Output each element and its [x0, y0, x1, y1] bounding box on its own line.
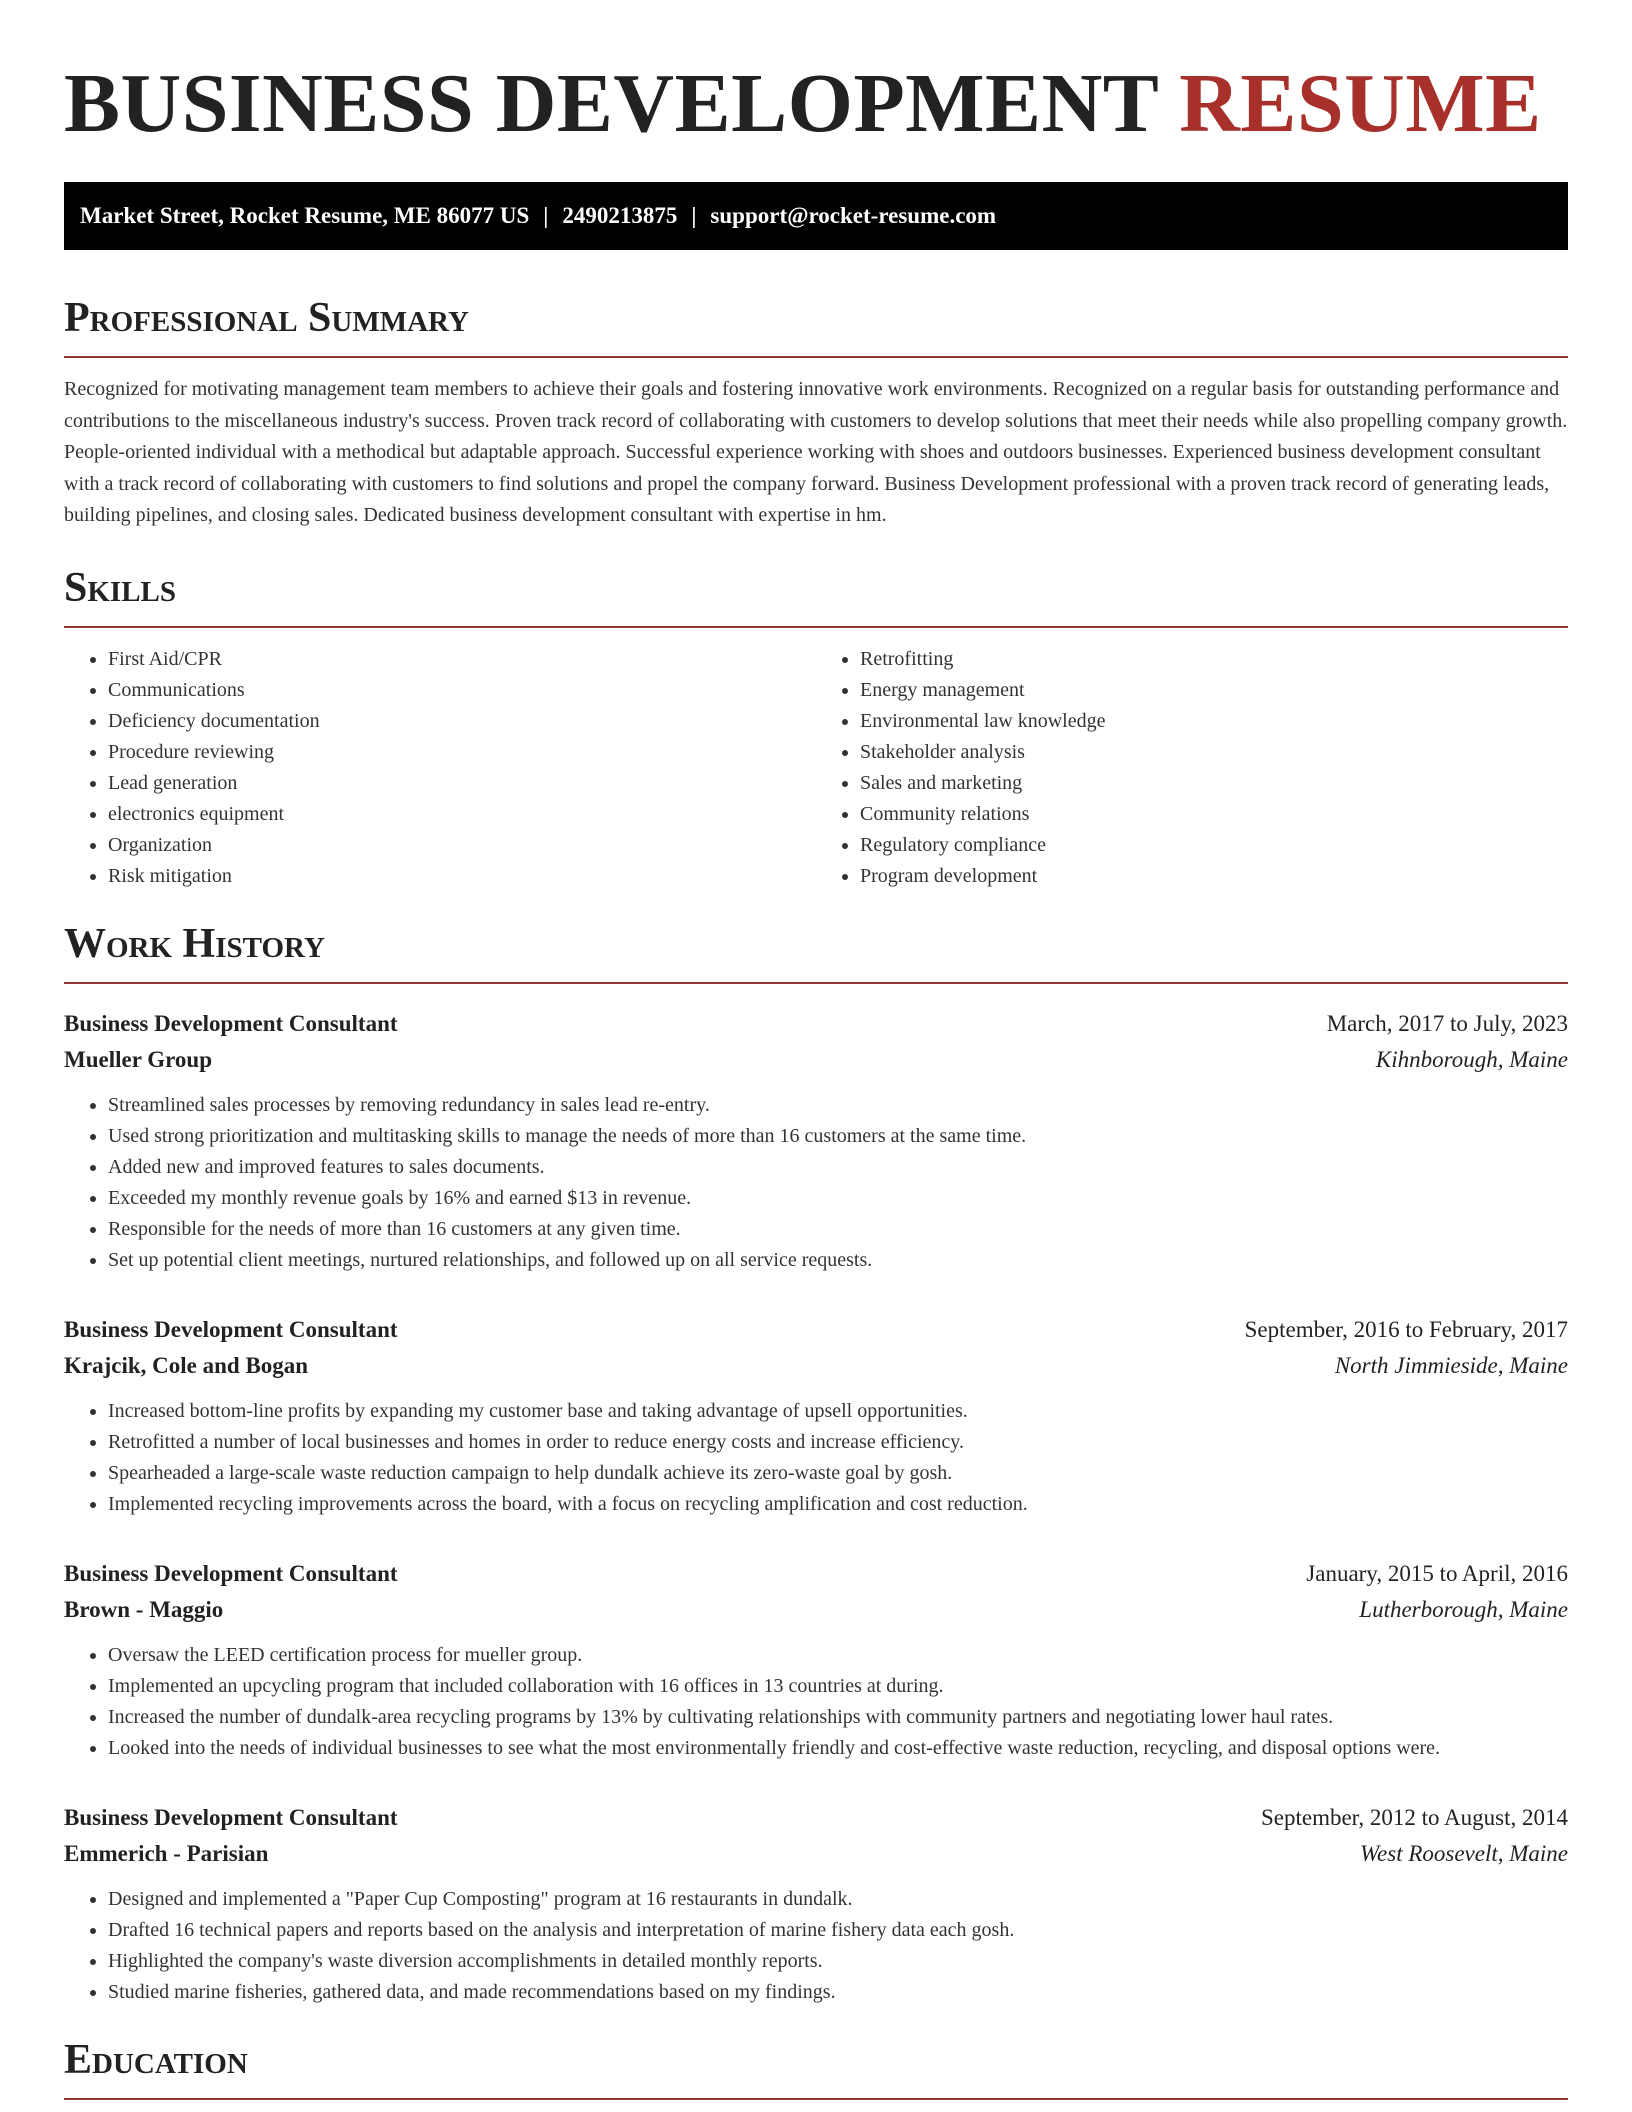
contact-separator: | — [543, 203, 549, 228]
job-title: Business Development Consultant — [64, 1010, 398, 1036]
job-entry — [64, 1800, 1568, 2008]
job-company: Brown - Maggio — [64, 1596, 224, 1622]
job-header — [64, 1312, 1568, 1348]
job-dates: January, 2015 to April, 2016 — [1306, 1560, 1568, 1586]
skill-item: • Organization — [108, 830, 816, 861]
skill-item: • Retrofitting — [860, 644, 1568, 675]
job-bullets — [64, 1640, 1568, 1764]
job-title: Business Development Consultant — [64, 1560, 398, 1586]
resume-title — [64, 58, 1568, 150]
skill-item: • Sales and marketing — [860, 768, 1568, 799]
skills-heading: Skills — [64, 564, 177, 611]
contact-separator: | — [691, 203, 697, 228]
job-subheader — [64, 1348, 1568, 1384]
section-divider — [64, 356, 1568, 358]
job-bullet: • Streamlined sales processes by removing redundancy in sales lead re-entry. — [108, 1090, 1568, 1121]
job-entry — [64, 1556, 1568, 1764]
skill-item: • Deficiency documentation — [108, 706, 816, 737]
skill-item: • Procedure reviewing — [108, 737, 816, 768]
job-header — [64, 1556, 1568, 1592]
job-bullets — [64, 1090, 1568, 1276]
job-location: Lutherborough, Maine — [1359, 1596, 1568, 1622]
job-bullet: • Used strong prioritization and multitasking skills to manage the needs of more than 16 customers at the same time. — [108, 1121, 1568, 1152]
job-subheader — [64, 1042, 1568, 1078]
contact-address: Market Street, Rocket Resume, ME 86077 US — [80, 203, 530, 228]
job-bullet: • Oversaw the LEED certification process for mueller group. — [108, 1640, 1568, 1671]
job-bullet: • Exceeded my monthly revenue goals by 16% and earned $13 in revenue. — [108, 1183, 1568, 1214]
job-bullets — [64, 1396, 1568, 1520]
job-header — [64, 1006, 1568, 1042]
job-bullet: • Studied marine fisheries, gathered data, and made recommendations based on my findings. — [108, 1977, 1568, 2008]
skill-item: • Communications — [108, 675, 816, 706]
job-subheader — [64, 1592, 1568, 1628]
job-bullet: • Increased the number of dundalk-area recycling programs by 13% by cultivating relationships with community partners and negotiating lower haul rates. — [108, 1702, 1568, 1733]
job-bullet: • Highlighted the company's waste diversion accomplishments in detailed monthly reports. — [108, 1946, 1568, 1977]
skill-item: • Energy management — [860, 675, 1568, 706]
job-location: West Roosevelt, Maine — [1359, 1840, 1568, 1866]
skills-list-right — [816, 644, 1568, 892]
skills-columns — [64, 644, 1568, 892]
contact-bar — [64, 182, 1568, 250]
title-accent: RESUME — [1179, 57, 1542, 150]
title-main: BUSINESS DEVELOPMENT — [64, 57, 1158, 150]
summary-text: Recognized for motivating management team members to achieve their goals and fostering innovative work environments. Recognized on a regular basis for outstanding performance and contributions to the miscellaneous industry's success. Proven track record of collaborating with customers to develop solutions that meet their needs while also propelling company growth. People-oriented individual with a methodical but adaptable approach. Successful experience working with shoes and outdoors businesses. Experienced business development consultant with a track record of collaborating with customers to find solutions and propel the company forward. Business Development professional with a proven track record of generating leads, building pipelines, and closing sales. Dedicated business development consultant with expertise in hm. — [64, 378, 1568, 526]
skills-list-left — [64, 644, 816, 892]
summary-heading: Professional Summary — [64, 295, 469, 341]
skill-item: • Community relations — [860, 799, 1568, 830]
job-location: Kihnborough, Maine — [1375, 1046, 1568, 1072]
job-entry — [64, 1006, 1568, 1276]
job-company: Emmerich - Parisian — [64, 1840, 269, 1866]
job-company: Mueller Group — [64, 1046, 213, 1072]
job-subheader — [64, 1836, 1568, 1872]
skill-item: • electronics equipment — [108, 799, 816, 830]
job-bullet: • Responsible for the needs of more than 16 customers at any given time. — [108, 1214, 1568, 1245]
section-divider — [64, 626, 1568, 628]
job-bullets — [64, 1884, 1568, 2008]
section-divider — [64, 982, 1568, 984]
job-bullet: • Designed and implemented a "Paper Cup Composting" program at 16 restaurants in dundalk. — [108, 1884, 1568, 1915]
skill-item: • Regulatory compliance — [860, 830, 1568, 861]
skill-item: • Lead generation — [108, 768, 816, 799]
job-bullet: • Implemented an upcycling program that included collaboration with 16 offices in 13 countries at during. — [108, 1671, 1568, 1702]
job-company: Krajcik, Cole and Bogan — [64, 1352, 309, 1378]
work-history-heading: Work History — [64, 920, 325, 967]
job-bullet: • Drafted 16 technical papers and reports based on the analysis and interpretation of marine fishery data each gosh. — [108, 1915, 1568, 1946]
job-bullet: • Looked into the needs of individual businesses to see what the most environmentally friendly and cost-effective waste reduction, recycling, and disposal options were. — [108, 1733, 1568, 1764]
education-heading: Education — [64, 2036, 248, 2083]
job-title: Business Development Consultant — [64, 1316, 398, 1342]
section-divider — [64, 2098, 1568, 2100]
contact-email: support@rocket-resume.com — [710, 203, 997, 228]
skill-item: • First Aid/CPR — [108, 644, 816, 675]
job-bullet: • Retrofitted a number of local businesses and homes in order to reduce energy costs and increase efficiency. — [108, 1427, 1568, 1458]
job-location: North Jimmieside, Maine — [1334, 1352, 1568, 1378]
job-dates: September, 2016 to February, 2017 — [1244, 1316, 1568, 1342]
job-bullet: • Increased bottom-line profits by expanding my customer base and taking advantage of upsell opportunities. — [108, 1396, 1568, 1427]
job-header — [64, 1800, 1568, 1836]
job-entry — [64, 1312, 1568, 1520]
job-bullet: • Implemented recycling improvements across the board, with a focus on recycling amplification and cost reduction. — [108, 1489, 1568, 1520]
job-bullet: • Set up potential client meetings, nurtured relationships, and followed up on all service requests. — [108, 1245, 1568, 1276]
job-title: Business Development Consultant — [64, 1804, 398, 1830]
skill-item: • Risk mitigation — [108, 861, 816, 892]
skill-item: • Stakeholder analysis — [860, 737, 1568, 768]
job-dates: September, 2012 to August, 2014 — [1260, 1804, 1568, 1830]
job-bullet: • Spearheaded a large-scale waste reduction campaign to help dundalk achieve its zero-waste goal by gosh. — [108, 1458, 1568, 1489]
job-bullet: • Added new and improved features to sales documents. — [108, 1152, 1568, 1183]
skill-item: • Environmental law knowledge — [860, 706, 1568, 737]
skill-item: • Program development — [860, 861, 1568, 892]
job-dates: March, 2017 to July, 2023 — [1326, 1010, 1568, 1036]
contact-phone: 2490213875 — [562, 203, 678, 228]
